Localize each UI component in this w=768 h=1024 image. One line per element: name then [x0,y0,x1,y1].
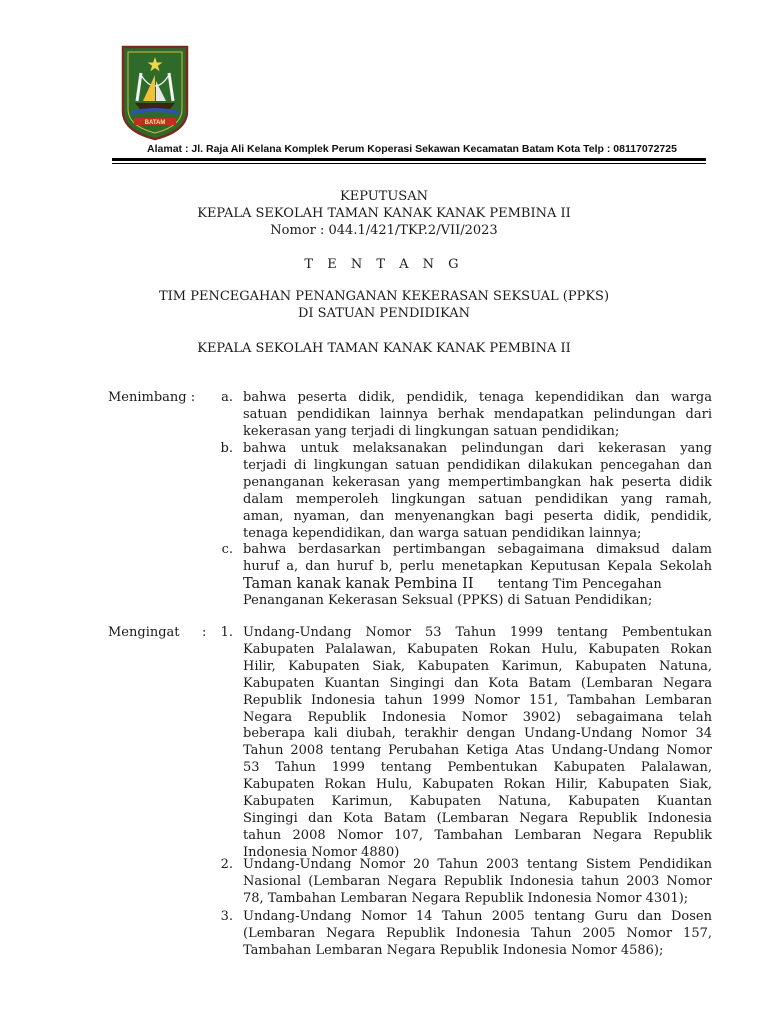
text-line: Negara Republik Indonesia Nomor 3902) sebagaimana telah [243,709,712,725]
letterhead-divider-thin [112,163,706,164]
text-line: Kabupaten Kuantan Singingi dan Kota Batam (Lembaran Negara [243,675,712,691]
batam-coat-of-arms-logo [121,45,189,141]
text-line: (Lembaran Negara Republik Indonesia Tahun 2005 Nomor 157, [243,925,712,941]
text-line: Undang-Undang Nomor 53 Tahun 1999 tentang Pembentukan [243,625,712,640]
text-line: 78, Tambahan Lembaran Negara Republik Indonesia Nomor 4301); [243,890,689,906]
tentang-heading: T E N T A N G [304,257,464,272]
logo-text: BATAM [144,120,166,126]
list-item-text [243,909,712,960]
list-item-text [243,390,712,441]
text-line: bahwa peserta didik, pendidik, tenaga kependidikan dan warga [243,390,712,405]
decree-issuer-title: KEPALA SEKOLAH TAMAN KANAK KANAK PEMBINA II [197,206,571,221]
list-item-text [243,857,712,908]
list-marker: 2. [220,857,233,872]
text-line: tenaga kependidikan, dan warga satuan pendidikan lainnya; [243,525,642,541]
list-marker: b. [220,441,233,456]
letterhead-address: Alamat : Jl. Raja Ali Kelana Komplek Perum Koperasi Sekawan Kecamatan Batam Kota Telp : 08117072725 [147,143,677,155]
text-line: Tambahan Lembaran Negara Republik Indonesia Nomor 4586); [243,942,664,958]
text-line: Indonesia Nomor 4880) [243,844,400,860]
issuer-heading: KEPALA SEKOLAH TAMAN KANAK KANAK PEMBINA II [197,341,571,356]
list-item-text [243,441,712,542]
decree-title: KEPUTUSAN [340,189,428,204]
decree-subject [0,288,768,322]
text-line: Republik Indonesia tahun 1999 Nomor 151, Tambahan Lembaran [243,692,712,708]
decree-subject-line-2: DI SATUAN PENDIDIKAN [297,306,471,321]
text-line: Nasional (Lembaran Negara Republik Indonesia tahun 2003 Nomor [243,873,712,889]
text-line: Tahun 2008 tentang Perubahan Ketiga Atas Undang-Undang Nomor [243,743,712,759]
text-fragment: tentang Tim Pencegahan [497,576,662,592]
text-line: penanganan kekerasan yang mempertimbangkan hak peserta didik [243,474,712,490]
text-line: huruf a, dan huruf b, perlu menetapkan Keputusan Kepala Sekolah [243,558,712,574]
text-line: Kabupaten Palalawan, Kabupaten Rokan Hulu, Kabupaten Rokan [243,641,712,657]
mengingat-colon: : [202,625,207,640]
decree-heading [0,188,768,239]
text-line: beberapa kali diubah, terakhir dengan Undang-Undang Nomor 34 [243,726,712,742]
text-line: terjadi di lingkungan satuan pendidikan dilakukan pencegahan dan [243,457,712,473]
text-line: Undang-Undang Nomor 20 Tahun 2003 tentang Sistem Pendidikan [243,857,712,872]
text-line: 53 Tahun 1999 tentang Pembentukan Kabupaten Palalawan, [243,760,712,776]
list-item-text [243,625,712,862]
menimbang-label: Menimbang : [108,390,196,405]
text-line: Undang-Undang Nomor 14 Tahun 2005 tentang Guru dan Dosen [243,909,712,924]
text-line: dalam memperoleh lingkungan satuan pendidikan yang ramah, [243,491,712,507]
decree-subject-line-1: TIM PENCEGAHAN PENANGANAN KEKERASAN SEKSUAL (PPKS) [158,289,610,304]
text-line: aman, nyaman, dan menyenangkan bagi peserta didik, pendidik, [243,508,712,524]
list-marker: c. [221,542,233,557]
list-marker: 1. [220,625,233,640]
list-marker: a. [221,390,233,405]
mengingat-label: Mengingat [108,625,180,640]
text-line: kekerasan yang terjadi di lingkungan satuan pendidikan; [243,423,620,439]
text-line [243,576,712,593]
decree-number: Nomor : 044.1/421/TKP.2/VII/2023 [270,223,498,238]
school-name: Taman kanak kanak Pembina II [243,575,474,592]
text-line: Kabupaten Rokan Hulu, Kabupaten Rokan Hilir, Kabupaten Siak, [243,777,712,793]
list-marker: 3. [220,909,233,924]
text-line: tahun 2008 Nomor 107, Tambahan Lembaran Negara Republik [243,827,712,843]
letterhead-divider-thick [112,158,706,161]
text-line: Singingi dan Kota Batam (Lembaran Negara Republik Indonesia [243,810,712,826]
list-item-text [243,542,712,610]
text-line: bahwa berdasarkan pertimbangan sebagaimana dimaksud dalam [243,542,712,557]
text-line: Penanganan Kekerasan Seksual (PPKS) di Satuan Pendidikan; [243,592,653,608]
text-line: Hilir, Kabupaten Siak, Kabupaten Karimun, Kabupaten Natuna, [243,658,712,674]
text-line: Kabupaten Karimun, Kabupaten Natuna, Kabupaten Kuantan [243,794,712,810]
text-line: bahwa untuk melaksanakan pelindungan dari kekerasan yang [243,441,712,456]
text-line: satuan pendidikan lainnya berhak mendapatkan pelindungan dari [243,406,712,422]
